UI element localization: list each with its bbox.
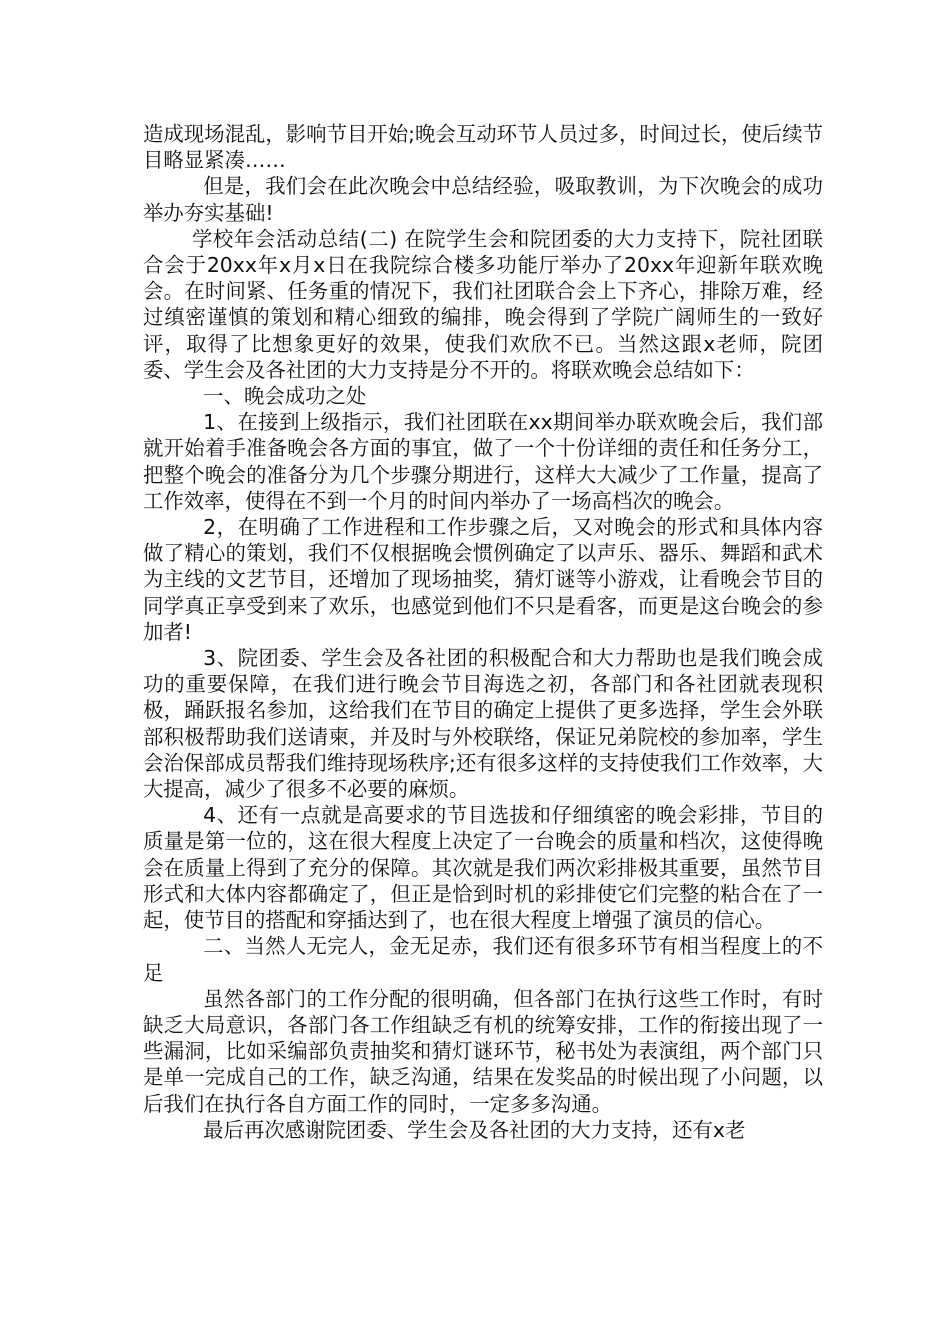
document-body <box>143 121 823 1143</box>
paragraph-thanks: 最后再次感谢院团委、学生会及各社团的大力支持，还有x老 <box>203 1117 746 1142</box>
paragraph-however: 但是，我们会在此次晚会中总结经验，吸取教训，为下次晚会的成功举办夯实基础! <box>143 174 823 225</box>
paragraph-summary-two: 学校年会活动总结(二) 在院学生会和院团委的大力支持下，院社团联合会于20xx年x月x日在我院综合楼多功能厅举办了20xx年迎新年联欢晚会。在时间紧、任务重的情况下，我们社团联合会上下齐心，排除万难，经过缜密谨慎的策划和精心细致的编排，晚会得到了学院广阔师生的一致好评，取得了比想象更好的效果，使我们欢欣不已。当然这跟x老师，院团委、学生会及各社团的大力支持是分不开的。将联欢晚会总结如下： <box>143 226 823 382</box>
paragraph-shortcomings: 虽然各部门的工作分配的很明确，但各部门在执行这些工作时，有时缺乏大局意识，各部门各工作组缺乏有机的统筹安排，工作的衔接出现了一些漏洞，比如采编部负责抽奖和猜灯谜环节，秘书处为表演组，两个部门只是单一完成自己的工作，缺乏沟通，结果在发奖品的时候出现了小问题，以后我们在执行各自方面工作的同时，一定多多沟通。 <box>143 986 823 1116</box>
paragraph-continuation: 造成现场混乱，影响节目开始;晚会互动环节人员过多，时间过长，使后续节目略显紧凑…… <box>143 122 823 173</box>
section-heading-shortcomings: 二、当然人无完人，金无足赤，我们还有很多环节有相当程度上的不足 <box>143 934 823 985</box>
paragraph-point-2: 2，在明确了工作进程和工作步骤之后，又对晚会的形式和具体内容做了精心的策划，我们不仅根据晚会惯例确定了以声乐、器乐、舞蹈和武术为主线的文艺节目，还增加了现场抽奖，猜灯谜等小游戏，让看晚会节目的同学真正享受到来了欢乐，也感觉到他们不只是看客，而更是这台晚会的参加者! <box>143 515 823 644</box>
paragraph-point-4: 4、还有一点就是高要求的节目选拔和仔细缜密的晚会彩排，节目的质量是第一位的，这在很大程度上决定了一台晚会的质量和档次，这使得晚会在质量上得到了充分的保障。其次就是我们两次彩排极其重要，虽然节目形式和大体内容都确定了，但正是恰到时机的彩排使它们完整的粘合在了一起，使节目的搭配和穿插达到了，也在很大程度上增强了演员的信心。 <box>143 803 823 933</box>
paragraph-point-3: 3、院团委、学生会及各社团的积极配合和大力帮助也是我们晚会成功的重要保障，在我们进行晚会节目海选之初，各部门和各社团就表现积极，踊跃报名参加，这给我们在节目的确定上提供了更多选择，学生会外联部积极帮助我们送请柬，并及时与外校联络，保证兄弟院校的参加率，学生会治保部成员帮我们维持现场秩序;还有很多这样的支持使我们工作效率，大大提高，减少了很多不必要的麻烦。 <box>143 646 823 802</box>
paragraph-point-1: 1、在接到上级指示，我们社团联在xx期间举办联欢晚会后，我们部就开始着手准备晚会各方面的事宜，做了一个十份详细的责任和任务分工，把整个晚会的准备分为几个步骤分期进行，这样大大减少了工作量，提高了工作效率，使得在不到一个月的时间内举办了一场高档次的晚会。 <box>143 410 823 513</box>
section-heading-success: 一、晚会成功之处 <box>203 384 367 409</box>
